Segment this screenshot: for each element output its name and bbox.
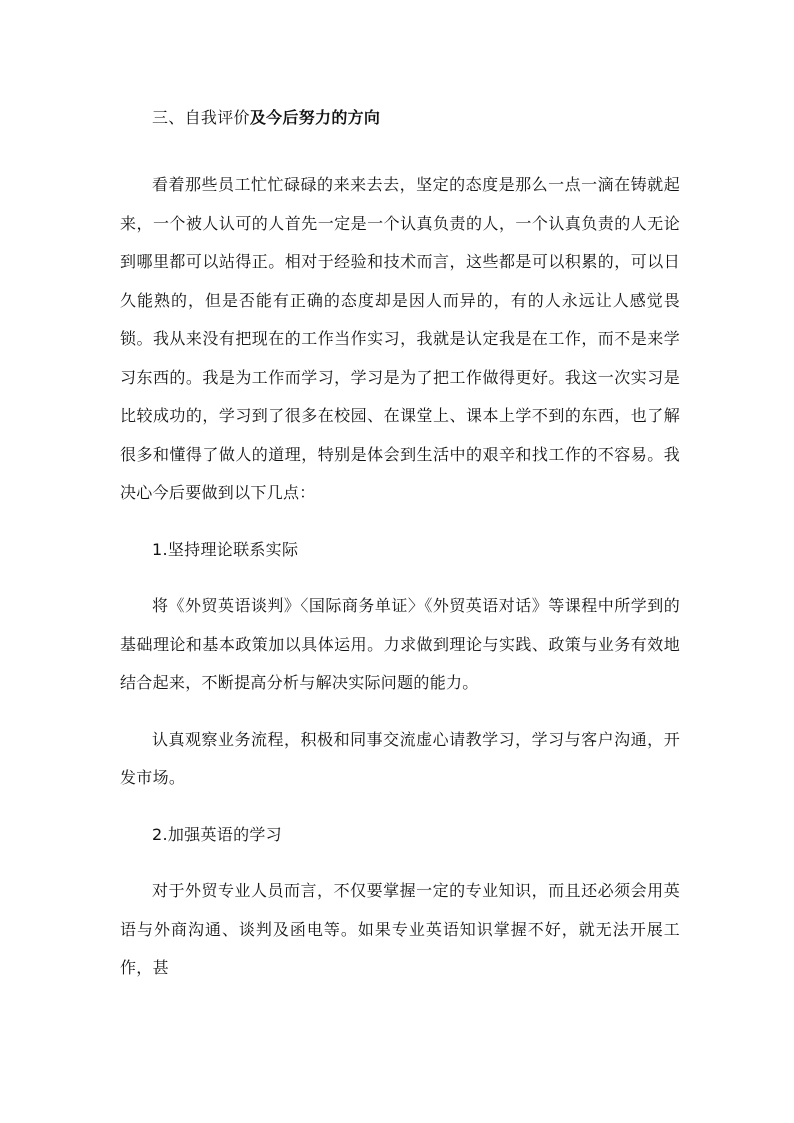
point-1-title: 1.坚持理论联系实际 xyxy=(152,539,299,559)
section-heading xyxy=(152,100,680,136)
section-heading-plain: 三、自我评价 xyxy=(152,108,250,127)
paragraph-intro: 看着那些员工忙忙碌碌的来来去去，坚定的态度是那么一点一滴在铸就起来，一个被人认可的人首先一定是一个认真负责的人，一个认真负责的人无论到哪里都可以站得正。相对于经验和技术而言，这些都是可以积累的，可以日久能熟的，但是否能有正确的态度却是因人而异的，有的人永远让人感觉畏锁。我从来没有把现在的工作当作实习，我就是认定我是在工作，而不是来学习东西的。我是为工作而学习，学习是为了把工作做得更好。我这一次实习是比较成功的，学习到了很多在校园、在课堂上、课本上学不到的东西，也了解很多和懂得了做人的道理，特别是体会到生活中的艰辛和找工作的不容易。我决心今后要做到以下几点： xyxy=(120,175,680,502)
document-body xyxy=(120,100,680,1006)
paragraph-point-2-body-1: 对于外贸专业人员而言，不仅要掌握一定的专业知识，而且还必须会用英语与外商沟通、谈判及函电等。如果专业英语知识掌握不好，就无法开展工作，甚 xyxy=(120,881,680,977)
paragraph-point-1-body-2: 认真观察业务流程，积极和同事交流虚心请教学习，学习与客户沟通，开发市场。 xyxy=(120,729,680,787)
section-heading-bold: 及今后努力的方向 xyxy=(249,108,381,127)
point-2-title: 2.加强英语的学习 xyxy=(152,824,282,844)
paragraph-point-1-body-1: 将《外贸英语谈判》〈国际商务单证〉《外贸英语对话》等课程中所学到的基础理论和基本政策加以具体运用。力求做到理论与实践、政策与业务有效地结合起来，不断提高分析与解决实际问题的能力。 xyxy=(120,596,680,692)
